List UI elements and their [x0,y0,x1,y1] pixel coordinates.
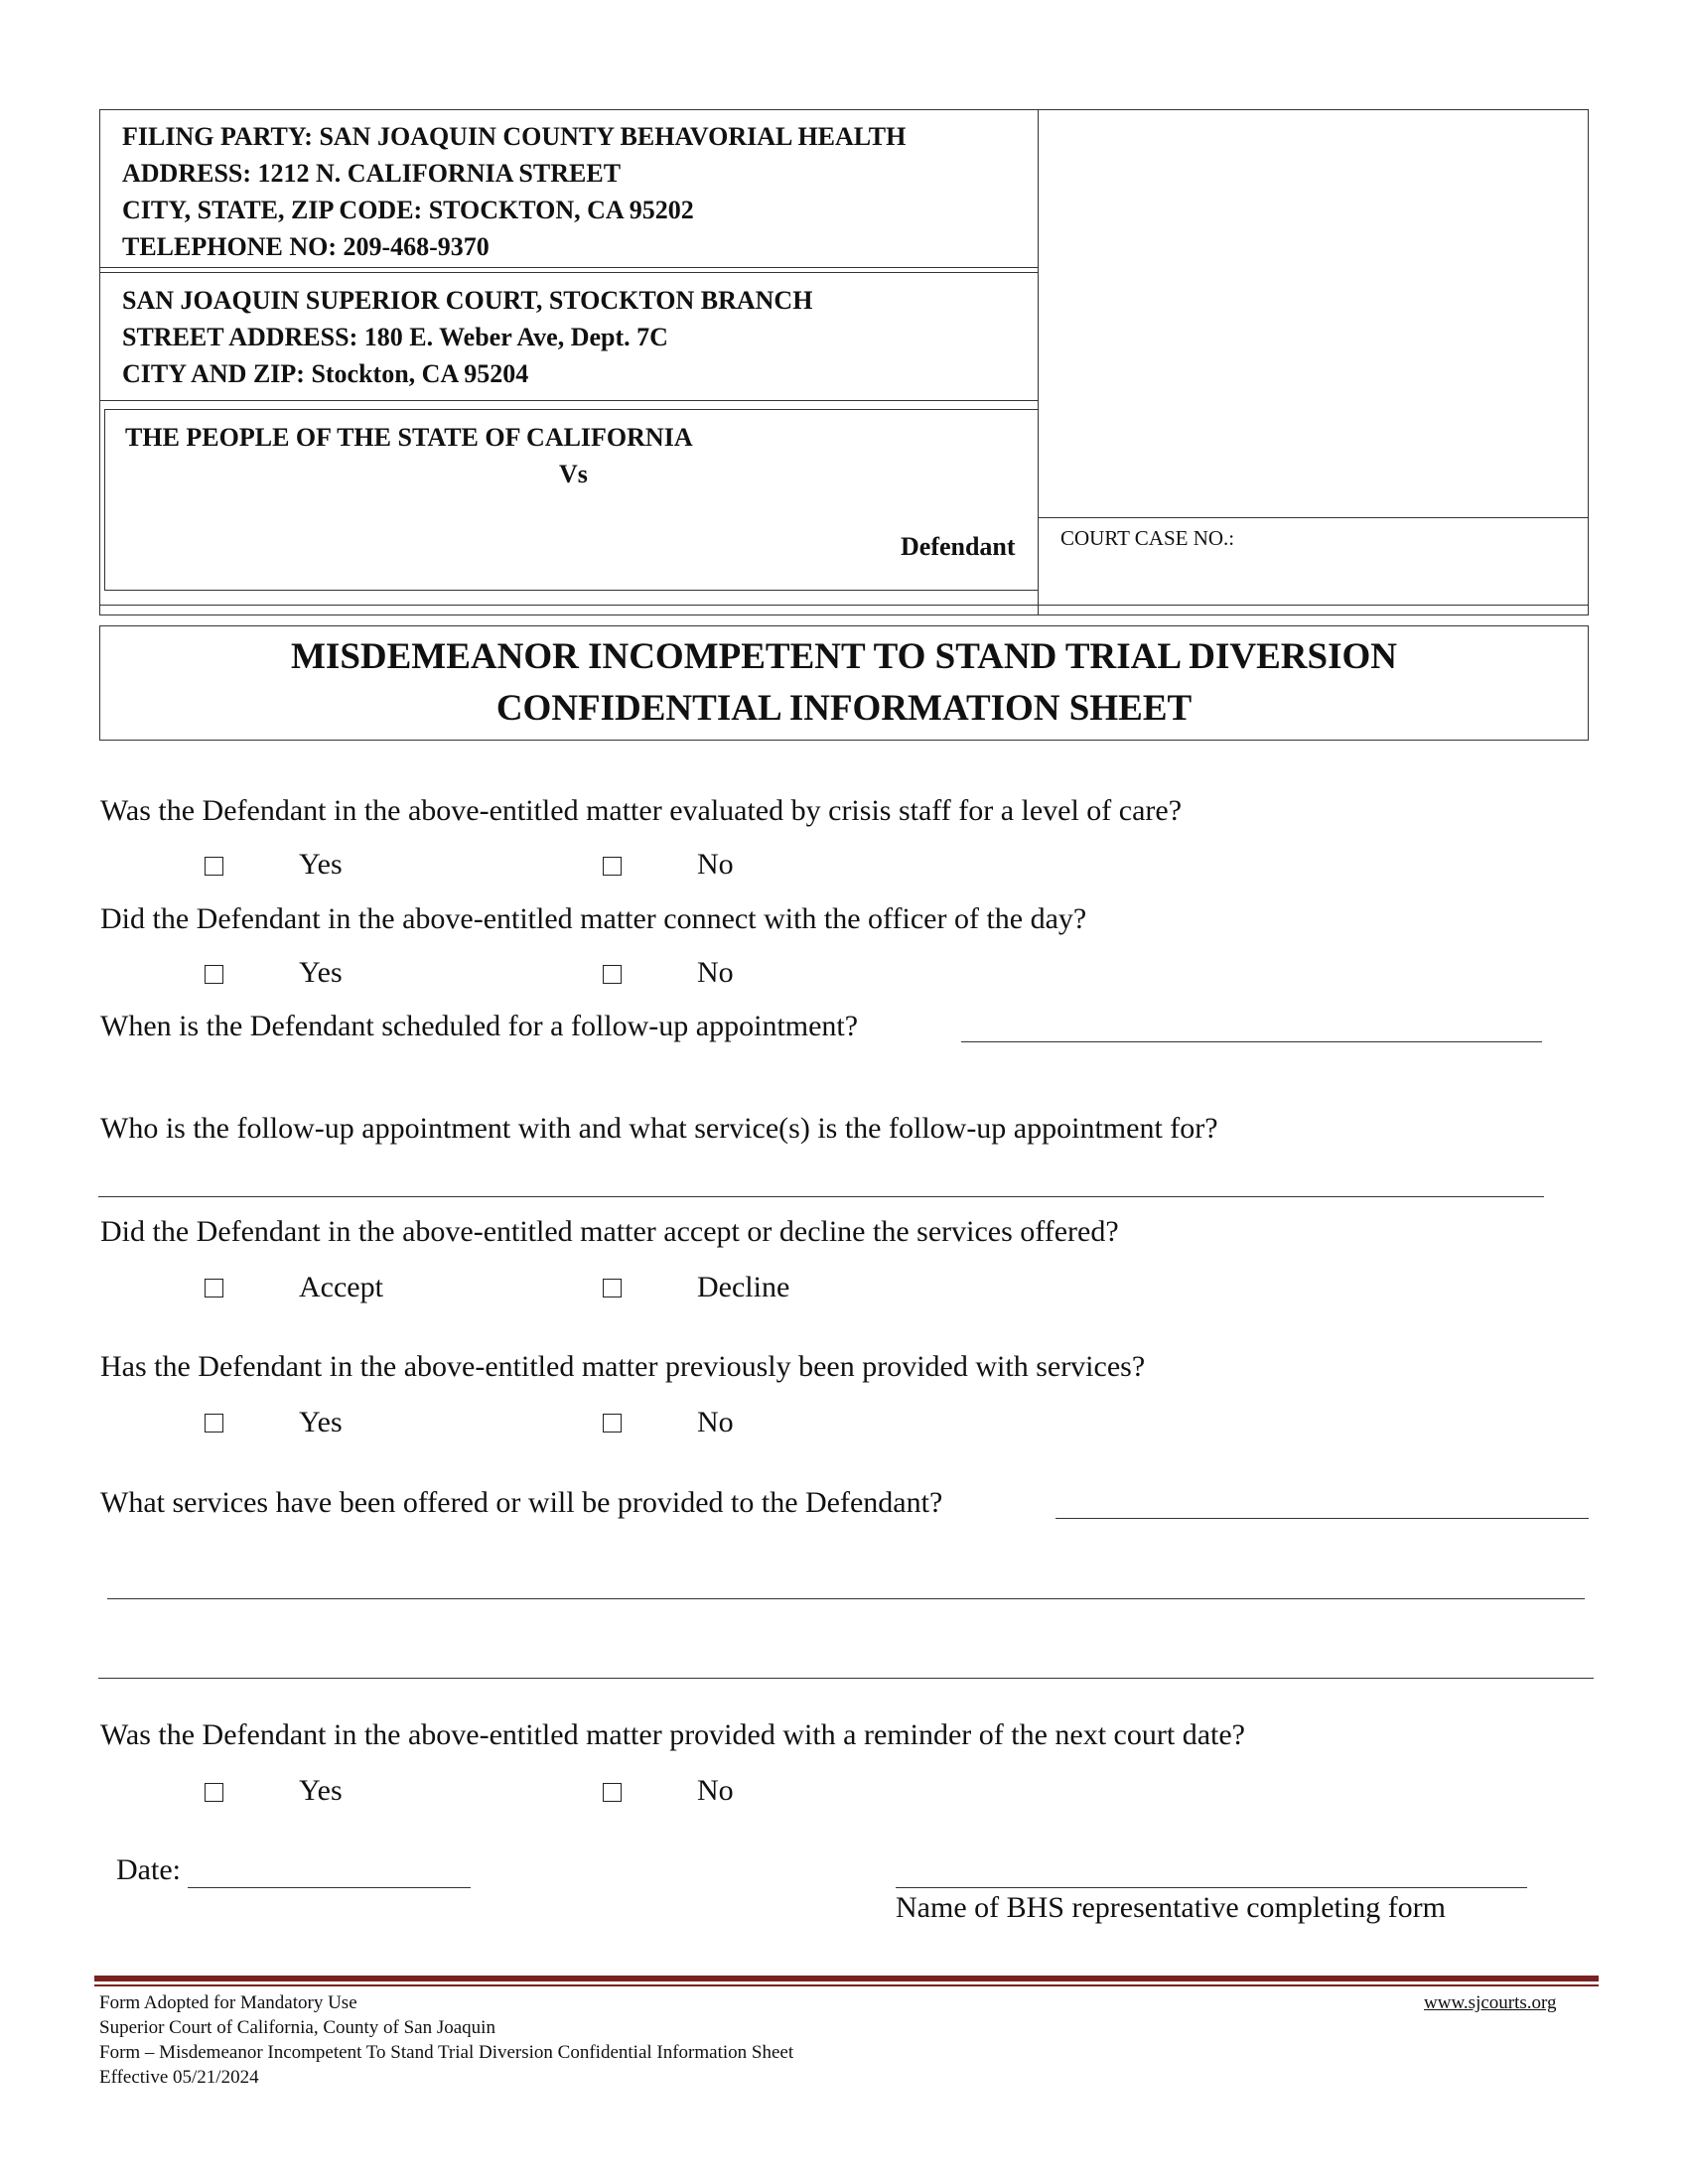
footer-court: Superior Court of California, County of San Joaquin [99,2017,495,2038]
court-name: SAN JOAQUIN SUPERIOR COURT, STOCKTON BRANCH [122,286,813,315]
services-decline-checkbox[interactable] [603,1279,622,1297]
defendant-label: Defendant [901,532,1016,561]
follow-up-date-field[interactable] [961,1041,1542,1042]
rep-name-field[interactable] [896,1887,1527,1888]
form-title-line2: CONFIDENTIAL INFORMATION SHEET [495,688,1193,729]
form-title [100,631,1588,735]
officer-of-day-yes-label: Yes [299,956,343,989]
footer-rule [94,1976,1599,1981]
officer-of-day-no-checkbox[interactable] [603,965,622,984]
question-officer-of-day: Did the Defendant in the above-entitled matter connect with the officer of the day? [100,902,1087,935]
filing-telephone: TELEPHONE NO: 209-468-9370 [122,232,490,261]
court-info [122,282,812,392]
court-reminder-yes-checkbox[interactable] [205,1783,223,1802]
services-decline-label: Decline [697,1271,790,1303]
form-title-line1: MISDEMEANOR INCOMPETENT TO STAND TRIAL DIVERSION [291,636,1397,677]
court-reminder-no-checkbox[interactable] [603,1783,622,1802]
question-crisis-evaluation: Was the Defendant in the above-entitled matter evaluated by crisis staff for a level of care? [100,794,1183,827]
filing-address: ADDRESS: 1212 N. CALIFORNIA STREET [122,159,622,188]
question-follow-up-date: When is the Defendant scheduled for a follow-up appointment? [100,1010,859,1042]
services-offered-field-1[interactable] [1055,1518,1589,1519]
services-offered-field-3[interactable] [98,1678,1594,1679]
crisis-evaluation-yes-checkbox[interactable] [205,857,223,876]
footer-website-link[interactable]: www.sjcourts.org [1424,1992,1557,2013]
question-accept-decline: Did the Defendant in the above-entitled matter accept or decline the services offered? [100,1215,1119,1248]
date-label: Date: [116,1853,181,1886]
previous-services-yes-label: Yes [299,1406,343,1438]
caption-divider [99,605,1589,606]
crisis-evaluation-no-checkbox[interactable] [603,857,622,876]
filing-party: FILING PARTY: SAN JOAQUIN COUNTY BEHAVORIAL HEALTH [122,122,907,151]
services-offered-field-2[interactable] [107,1598,1585,1599]
plaintiff-name: THE PEOPLE OF THE STATE OF CALIFORNIA [125,423,693,452]
question-previous-services: Has the Defendant in the above-entitled matter previously been provided with services? [100,1350,1146,1383]
crisis-evaluation-yes-label: Yes [299,848,343,881]
officer-of-day-no-label: No [697,956,734,989]
court-stamp-box [1038,109,1589,518]
date-field[interactable] [188,1887,471,1888]
court-reminder-yes-label: Yes [299,1774,343,1807]
crisis-evaluation-no-label: No [697,848,734,881]
filing-party-info [122,118,906,265]
footer-info [99,1990,793,2090]
previous-services-no-checkbox[interactable] [603,1414,622,1433]
question-follow-up-provider: Who is the follow-up appointment with and what service(s) is the follow-up appointment for? [100,1112,1218,1145]
officer-of-day-yes-checkbox[interactable] [205,965,223,984]
footer-form-name: Form – Misdemeanor Incompetent To Stand Trial Diversion Confidential Information Sheet [99,2042,794,2063]
question-services-offered: What services have been offered or will be provided to the Defendant? [100,1486,943,1519]
follow-up-provider-field[interactable] [98,1196,1544,1197]
court-street-address: STREET ADDRESS: 180 E. Weber Ave, Dept. 7C [122,323,668,351]
question-court-reminder: Was the Defendant in the above-entitled matter provided with a reminder of the next court date? [100,1718,1245,1751]
filing-city-state-zip: CITY, STATE, ZIP CODE: STOCKTON, CA 95202 [122,196,694,224]
footer-rule-thin [94,1984,1599,1986]
versus-label: Vs [559,460,588,488]
previous-services-no-label: No [697,1406,734,1438]
services-accept-label: Accept [299,1271,383,1303]
previous-services-yes-checkbox[interactable] [205,1414,223,1433]
footer-adopted: Form Adopted for Mandatory Use [99,1992,357,2013]
rep-name-label: Name of BHS representative completing form [896,1891,1447,1924]
services-accept-checkbox[interactable] [205,1279,223,1297]
footer-effective-date: Effective 05/21/2024 [99,2067,259,2088]
case-number-label: COURT CASE NO.: [1060,526,1235,550]
court-city-zip: CITY AND ZIP: Stockton, CA 95204 [122,359,529,388]
court-reminder-no-label: No [697,1774,734,1807]
